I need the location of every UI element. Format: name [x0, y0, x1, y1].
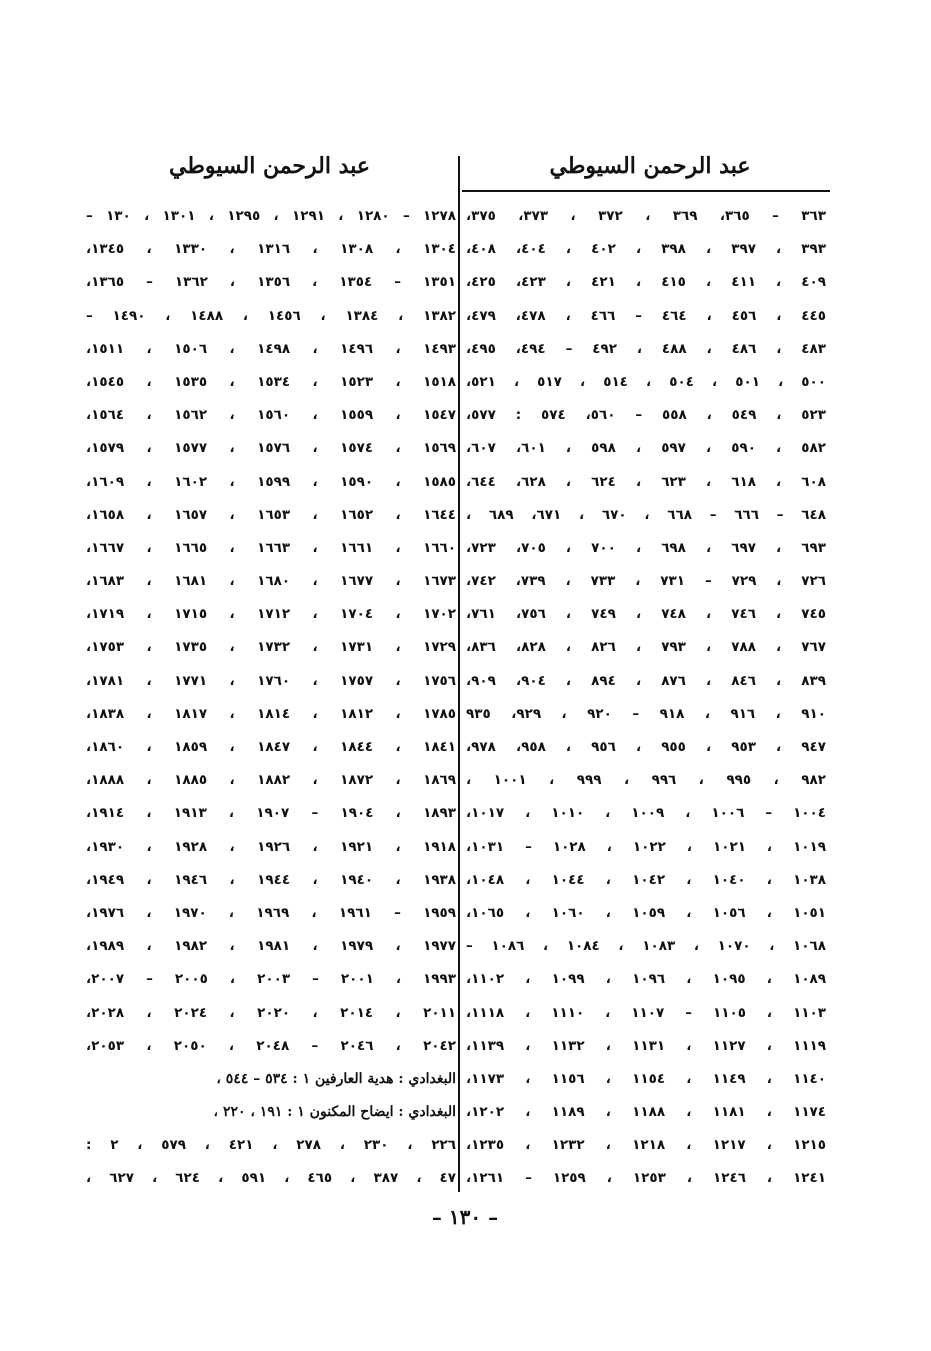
right-column-line: ٥٨٢ ، ٥٩٠ ، ٥٩٧ ، ٥٩٨ ، ٦٠١، ٦٠٧،: [466, 440, 826, 457]
right-column-line: ١٠٦٨ ، ١٠٧٠ ، ١٠٨٣ ، ١٠٨٤ ، ١٠٨٦ –: [466, 938, 826, 955]
column-divider: [458, 156, 460, 1192]
right-column-line: ٦٤٨ – ٦٦٦ – ٦٦٨ ، ٦٧٠ ، ٦٧١، ٦٨٩ ،: [466, 506, 826, 523]
right-column-line: ٧٦٧ ، ٧٨٨ ، ٧٩٣ ، ٨٢٦ ، ٨٢٨، ٨٣٦،: [466, 639, 826, 656]
left-column-line: ١٧٨٥ ، ١٨١٢ ، ١٨١٤ ، ١٨١٧ ، ١٨٣٨،: [86, 705, 456, 722]
left-column-line: ١٨٦٩ ، ١٨٧٢ ، ١٨٨٢ ، ١٨٨٥ ، ١٨٨٨،: [86, 772, 456, 789]
right-column: [466, 200, 826, 1196]
left-column-line: ١٩٩٣ ، ٢٠٠١ – ٢٠٠٣ ، ٢٠٠٥ – ٢٠٠٧،: [86, 971, 456, 988]
right-column-line: ٤٤٥ ، ٤٥٦ ، ٤٦٤ – ٤٦٦ ، ٤٧٨، ٤٧٩،: [466, 307, 826, 324]
right-column-line: ٩٨٢ ، ٩٩٥ ، ٩٩٦ ، ٩٩٩ ، ١٠٠١ ،: [466, 772, 826, 789]
right-column-line: ١٢١٥ ، ١٢١٧ ، ١٢١٨ ، ١٢٣٢ ، ١٢٣٥،: [466, 1137, 826, 1154]
left-column-line: ١٥١٨ ، ١٥٢٣ ، ١٥٣٤ ، ١٥٣٥ ، ١٥٤٥،: [86, 373, 456, 390]
right-column-line: ١٠٣٨ ، ١٠٤٠ ، ١٠٤٢ ، ١٠٤٤ ، ١٠٤٨،: [466, 871, 826, 888]
left-column-line: ١٧٥٦ ، ١٧٥٧ ، ١٧٦٠ ، ١٧٧١ ، ١٧٨١،: [86, 672, 456, 689]
left-column-title: عبد الرحمن السيوطي: [169, 153, 370, 179]
left-column-line: ٢٢٦ ، ٢٣٠ ، ٢٧٨ ، ٤٢١ ، ٥٧٩ ، ٢ :: [86, 1137, 456, 1154]
right-column-line: ٦٩٣ ، ٦٩٧ ، ٦٩٨ ، ٧٠٠ ، ٧٠٥، ٧٢٣،: [466, 539, 826, 556]
right-column-line: ٩٤٧ ، ٩٥٣ ، ٩٥٥ ، ٩٥٦ ، ٩٥٨، ٩٧٨،: [466, 739, 826, 755]
right-column-line: ١١٧٤ ، ١١٨١ ، ١١٨٨ ، ١١٨٩ ، ١٢٠٢،: [466, 1104, 826, 1121]
left-column-line: ١٤٩٣ ، ١٤٩٦ ، ١٤٩٨ ، ١٥٠٦ ، ١٥١١،: [86, 340, 456, 357]
left-column-line: ١٩٥٩ – ١٩٦١ ، ١٩٦٩ ، ١٩٧٠ ، ١٩٧٦،: [86, 904, 456, 921]
left-column-line: ٢٠٤٢ ، ٢٠٤٦ – ٢٠٤٨ ، ٢٠٥٠ ، ٢٠٥٣،: [86, 1037, 456, 1054]
right-column-line: ٧٤٥ ، ٧٤٦ ، ٧٤٨ ، ٧٤٩ ، ٧٥٦، ٧٦١،: [466, 606, 826, 623]
right-column-line: ٥٠٠ ، ٥٠١ ، ٥٠٤ ، ٥١٤ ، ٥١٧ ، ٥٢١،: [466, 373, 826, 390]
left-column: [86, 200, 456, 1196]
right-column-line: ١٠٠٤ – ١٠٠٦ ، ١٠٠٩ ، ١٠١٠ ، ١٠١٧،: [466, 805, 826, 822]
right-column-line: ١٠١٩ ، ١٠٢١ ، ١٠٢٢ ، ١٠٢٨ – ١٠٣١،: [466, 838, 826, 855]
right-column-line: ١٠٥١ ، ١٠٥٦ ، ١٠٥٩ ، ١٠٦٠ ، ١٠٦٥،: [466, 904, 826, 921]
right-column-line: ٥٢٣ ، ٥٤٩ ، ٥٥٨ – ٥٦٠، ٥٧٤ : ٥٧٧،: [466, 407, 826, 424]
right-column-line: ١١٠٣ ، ١١٠٥ – ١١٠٧ ، ١١١٠ ، ١١١٨،: [466, 1004, 826, 1021]
left-column-line: ١٣٨٢ ، ١٣٨٤ ، ١٤٥٦ ، ١٤٨٨ ، ١٤٩٠ –: [86, 307, 456, 324]
right-column-line: ١١١٩ ، ١١٢٧ ، ١١٣١ ، ١١٣٢ ، ١١٣٩،: [466, 1037, 826, 1054]
right-column-header-rule: [462, 190, 830, 192]
right-column-title: عبد الرحمن السيوطي: [549, 153, 751, 179]
left-column-line: البغدادي : ايضاح المكنون ١ : ١٩١ ، ٢٢٠ ،: [213, 1104, 456, 1121]
left-column-line: ١٥٦٩ ، ١٥٧٤ ، ١٥٧٦ ، ١٥٧٧ ، ١٥٧٩،: [86, 440, 456, 457]
left-column-line: البغدادي : هدية العارفين ١ : ٥٣٤ – ٥٤٤ ،: [216, 1070, 456, 1087]
left-column-line: ١٩٧٧ ، ١٩٧٩ ، ١٩٨١ ، ١٩٨٢ ، ١٩٨٩،: [86, 938, 456, 955]
right-column-line: ١١٤٠ ، ١١٤٩ ، ١١٥٤ ، ١١٥٦ ، ١١٧٣،: [466, 1070, 826, 1087]
left-column-line: ١٣٥١ – ١٣٥٤ ، ١٣٥٦ ، ١٣٦٢ – ١٣٦٥،: [86, 274, 456, 291]
left-column-line: ١٨٤١ ، ١٨٤٤ ، ١٨٤٧ ، ١٨٥٩ ، ١٨٦٠،: [86, 739, 456, 755]
left-column-line: ١٢٧٨ – ١٢٨٠ ، ١٢٩١ ، ١٢٩٥ ، ١٣٠١ ، ١٣٠ –: [86, 208, 456, 224]
left-column-line: ٤٧ ، ٣٨٧ ، ٤٦٥ ، ٥٩١ ، ٦٢٤ ، ٦٢٧ ،: [86, 1170, 456, 1187]
page-number: – ١٣٠ –: [431, 1205, 499, 1229]
right-column-line: ١٠٨٩ ، ١٠٩٥ ، ١٠٩٦ ، ١٠٩٩ ، ١١٠٢،: [466, 971, 826, 988]
left-column-line: ١٩٣٨ ، ١٩٤٠ ، ١٩٤٤ ، ١٩٤٦ ، ١٩٤٩،: [86, 871, 456, 888]
right-column-line: ٧٢٦ ، ٧٢٩ – ٧٣١ ، ٧٣٣ ، ٧٣٩، ٧٤٢،: [466, 573, 826, 590]
right-column-line: ٩١٠ ، ٩١٦ ، ٩١٨ – ٩٢٠ ، ٩٢٩، ٩٣٥: [466, 705, 826, 722]
left-column-line: ١٧٢٩ ، ١٧٣١ ، ١٧٣٢ ، ١٧٣٥ ، ١٧٥٣،: [86, 639, 456, 656]
left-column-line: ٢٠١١ ، ٢٠١٤ ، ٢٠٢٠ ، ٢٠٢٤ ، ٢٠٢٨،: [86, 1004, 456, 1021]
right-column-line: ٤٠٩ ، ٤١١ ، ٤١٥ ، ٤٢١ ، ٤٢٣، ٤٢٥،: [466, 274, 826, 291]
right-column-line: ١٢٤١ ، ١٢٤٦ ، ١٢٥٣ ، ١٢٥٩ – ١٢٦١،: [466, 1170, 826, 1187]
right-column-line: ٦٠٨ ، ٦١٨ ، ٦٢٣ ، ٦٢٤ ، ٦٢٨، ٦٤٤،: [466, 473, 826, 490]
right-column-line: ٣٦٣ – ٣٦٥، ٣٦٩ ، ٣٧٢ ، ٣٧٣، ٣٧٥،: [466, 208, 826, 224]
left-column-line: ١٣٠٤ ، ١٣٠٨ ، ١٣١٦ ، ١٣٣٠ ، ١٣٤٥،: [86, 241, 456, 258]
left-column-line: ١٥٨٥ ، ١٥٩٠ ، ١٥٩٩ ، ١٦٠٢ ، ١٦٠٩،: [86, 473, 456, 490]
left-column-line: ١٥٤٧ ، ١٥٥٩ ، ١٥٦٠ ، ١٥٦٢ ، ١٥٦٤،: [86, 407, 456, 424]
right-column-line: ٣٩٣ ، ٣٩٧ ، ٣٩٨ ، ٤٠٢ ، ٤٠٤، ٤٠٨،: [466, 241, 826, 258]
right-column-line: ٨٣٩ ، ٨٤٦ ، ٨٧٦ ، ٨٩٤ ، ٩٠٤، ٩٠٩،: [466, 672, 826, 689]
left-column-line: ١٦٧٣ ، ١٦٧٧ ، ١٦٨٠ ، ١٦٨١ ، ١٦٨٣،: [86, 573, 456, 590]
left-column-line: ١٦٦٠ ، ١٦٦١ ، ١٦٦٣ ، ١٦٦٥ ، ١٦٦٧،: [86, 539, 456, 556]
right-column-line: ٤٨٣ ، ٤٨٦ ، ٤٨٨ ، ٤٩٢ – ٤٩٤، ٤٩٥،: [466, 340, 826, 357]
left-column-line: ١٦٤٤ ، ١٦٥٢ ، ١٦٥٣ ، ١٦٥٧ ، ١٦٥٨،: [86, 506, 456, 523]
left-column-line: ١٩١٨ ، ١٩٢١ ، ١٩٢٦ ، ١٩٢٨ ، ١٩٣٠،: [86, 838, 456, 855]
left-column-line: ١٨٩٣ ، ١٩٠٤ – ١٩٠٧ ، ١٩١٣ ، ١٩١٤،: [86, 805, 456, 822]
left-column-line: ١٧٠٢ ، ١٧٠٤ ، ١٧١٢ ، ١٧١٥ ، ١٧١٩،: [86, 606, 456, 623]
